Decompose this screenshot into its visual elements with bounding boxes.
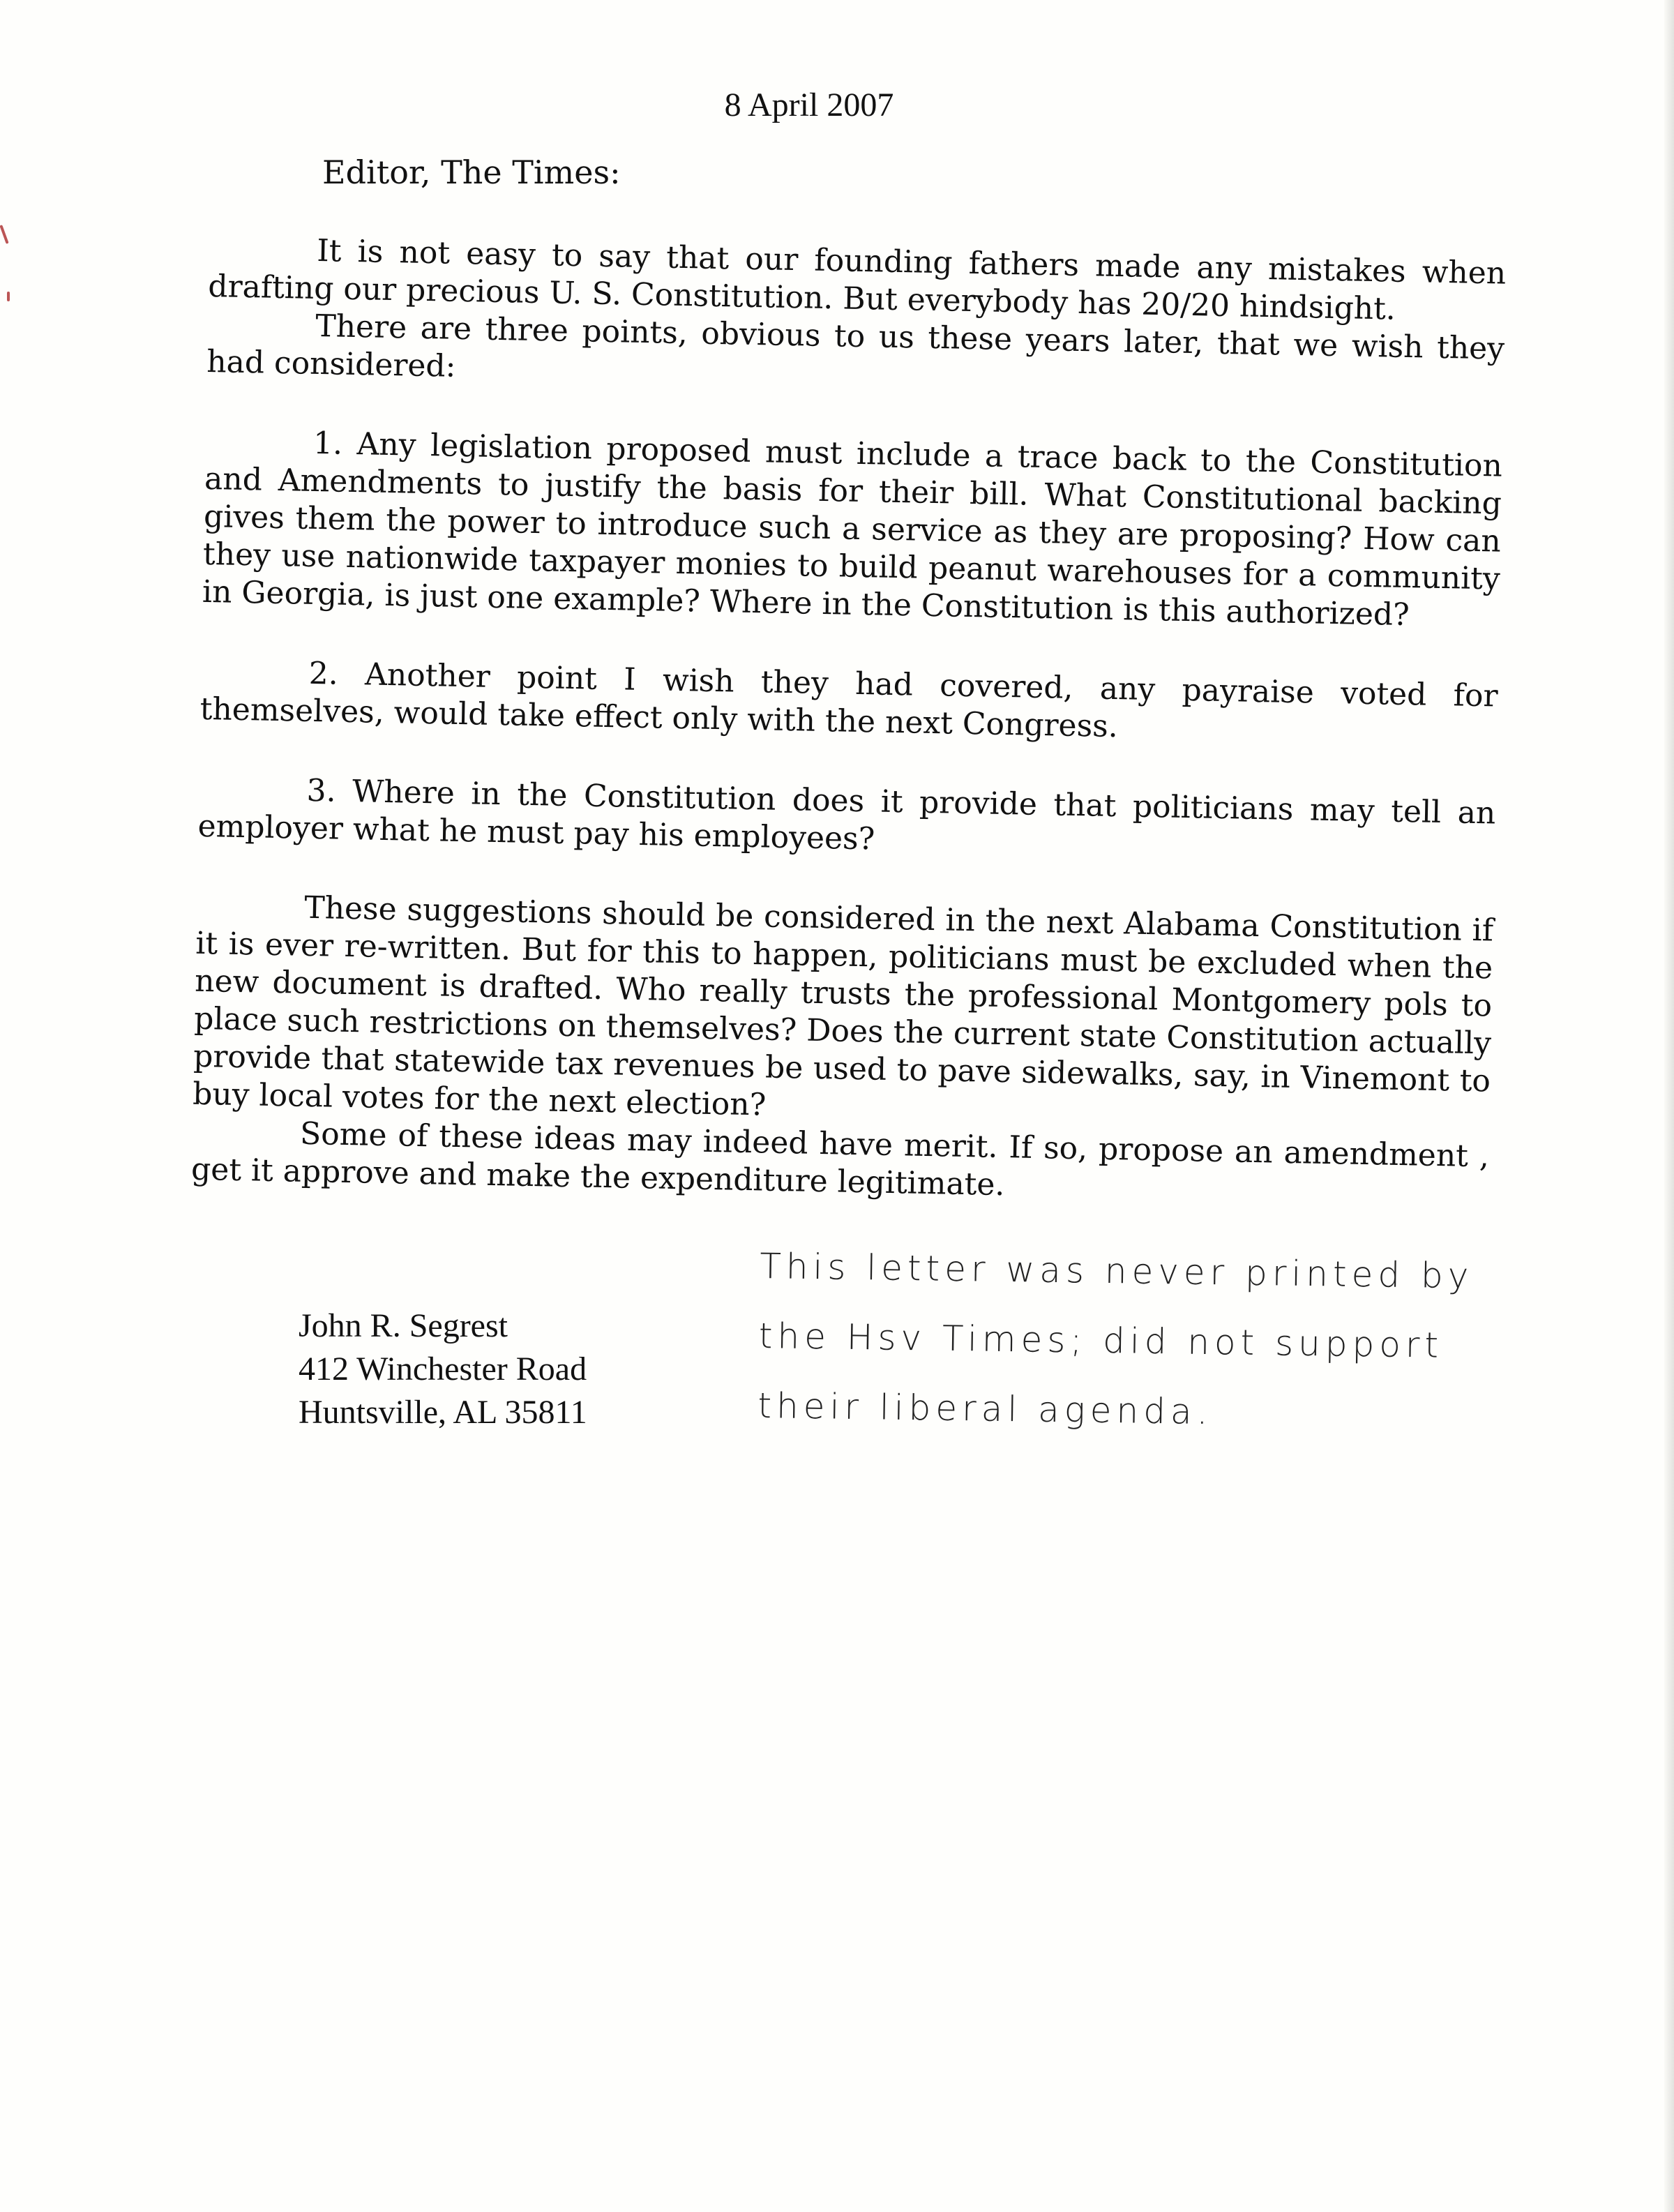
page-edge — [1664, 0, 1674, 2212]
signer-street: 412 Winchester Road — [299, 1350, 587, 1387]
paragraph-point-3: 3. Where in the Constitution does it provide that politicians may tell an employer what he must pay his employees? — [197, 772, 1496, 857]
margin-mark — [0, 225, 9, 244]
letter-body — [191, 230, 1507, 1213]
signer-city: Huntsville, AL 35811 — [299, 1394, 587, 1431]
handwritten-note — [757, 1231, 1528, 1451]
paragraph-closing: Some of these ideas may indeed have merit. If so, propose an amendment , get it approve and make the expenditure legitimate. — [190, 1115, 1490, 1203]
handwritten-note-line: This letter was never printed by — [759, 1245, 1474, 1297]
margin-mark — [7, 292, 10, 301]
signature-block — [299, 1304, 587, 1434]
letter-date: 8 April 2007 — [724, 86, 894, 123]
paragraph-intro: It is not easy to say that our founding fathers made any mistakes when drafting our precious U. S. Constitution. But everybody has 20/20 hindsight. — [207, 232, 1507, 327]
handwritten-note-line: their liberal agenda. — [757, 1385, 1213, 1433]
paragraph-points-intro: There are three points, obvious to us these years later, that we wish they had considered: — [206, 308, 1505, 384]
signer-name: John R. Segrest — [299, 1307, 508, 1344]
salutation: Editor, The Times: — [322, 153, 621, 191]
paragraph-point-1: 1. Any legislation proposed must include a trace back to the Constitution and Amendments to justify the basis for their bill. What Constitutional backing gives them the power to introduce such a service as they are proposing? How can they use nationwide taxpayer monies to build peanut warehouses for a community in Georgia, is just one example? Where in the Constitution is this authorized? — [202, 425, 1503, 633]
paragraph-point-2: 2. Another point I wish they had covered, any payraise voted for themselves, would take effect only with the next Congress. — [199, 655, 1499, 745]
handwritten-note-line: the Hsv Times; did not support — [758, 1315, 1444, 1366]
paragraph-suggestions: These suggestions should be considered in the next Alabama Constitution if it is ever re-written. But for this to happen, politicians must be excluded when the new document is drafted. Who really trusts the professional Montgomery pols to place such restrictions on themselves? Does the current state Constitution actually provide that statewide tax revenues be used to pave sidewalks, say, in Vinemont to buy local votes for the next election? — [192, 889, 1494, 1123]
